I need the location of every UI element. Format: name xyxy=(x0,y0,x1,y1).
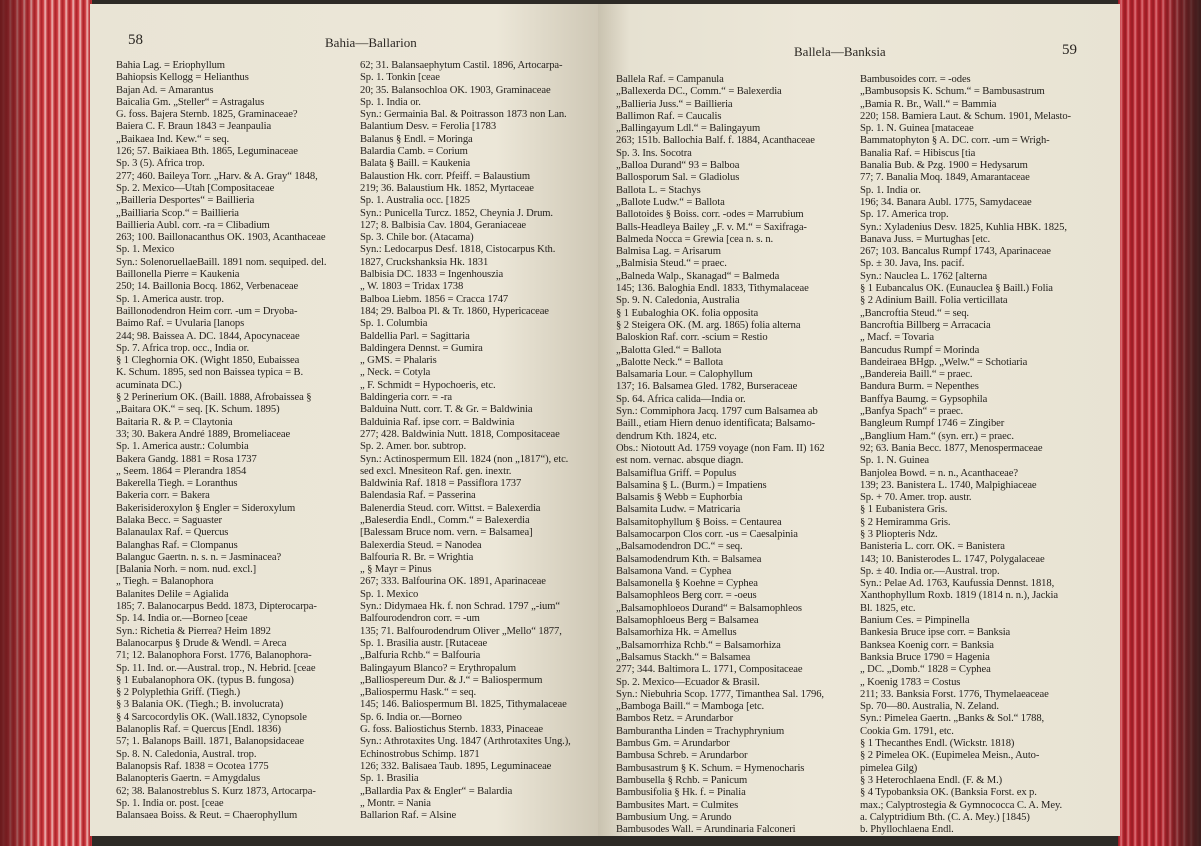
entry-line: 267; 333. Balfourina OK. 1891, Aparinaceae xyxy=(360,576,546,588)
entry-line: „ Seem. 1864 = Plerandra 1854 xyxy=(116,465,247,477)
entry-line: Bambus Gm. = Arundarbor xyxy=(616,738,730,750)
entry-line: Banisteria L. corr. OK. = Banistera xyxy=(860,541,1005,553)
entry-line: Balls-Headleya Bailey „F. v. M.“ = Saxifraga- xyxy=(616,221,807,233)
entry-line: 57; 1. Balanops Baill. 1871, Balanopsidaceae xyxy=(116,736,305,748)
entry-line: 126; 332. Balisaea Taub. 1895, Leguminaceae xyxy=(360,760,552,772)
entry-line: Balata § Baill. = Kaukenia xyxy=(360,158,471,170)
entry-line: Baicalia Gm. „Steller“ = Astragalus xyxy=(116,96,265,108)
entry-line: Balantium Desv. = Ferolia [1783 xyxy=(360,121,497,133)
entry-line: Bangleum Rumpf 1746 = Zingiber xyxy=(860,418,1005,430)
entry-line: „Bailleria Desportes“ = Baillieria xyxy=(116,195,255,207)
entry-line: Bambusites Mart. = Culmites xyxy=(616,799,739,811)
entry-line: 71; 12. Balanophora Forst. 1776, Balanophora- xyxy=(116,650,312,662)
entry-line: Balboa Liebm. 1856 = Cracca 1747 xyxy=(360,293,509,305)
entry-line: Syn.: Xyladenius Desv. 1825, Kuhlia HBK. 1825, xyxy=(860,221,1067,233)
entry-line: Ballota L. = Stachys xyxy=(616,184,701,196)
entry-line: Ballarion Raf. = Alsine xyxy=(360,810,457,822)
entry-line: Sp. 1. Mexico xyxy=(116,244,175,256)
entry-line: „ DC. „Domb.“ 1828 = Cyphea xyxy=(860,664,991,676)
entry-line: „ Montr. = Nania xyxy=(360,797,431,809)
entry-line: Sp. 3 (5). Africa trop. xyxy=(116,158,205,170)
entry-line: b. Phyllochlaena Endl. xyxy=(860,824,954,836)
entry-line: max.; Calyptrostegia & Gymnococca C. A. Mey. xyxy=(860,799,1063,811)
entry-line: 135; 71. Balfourodendrum Oliver „Mello“ 1877, xyxy=(360,625,562,637)
entry-line: Balanghas Raf. = Clompanus xyxy=(116,539,238,551)
entry-line: Ballela Raf. = Campanula xyxy=(616,74,724,85)
entry-line: Bakerisideroxylon § Engler = Sideroxylum xyxy=(116,502,296,514)
column-1 xyxy=(616,74,856,836)
entry-line: Balduina Nutt. corr. T. & Gr. = Baldwinia xyxy=(360,404,533,416)
entry-line: § 2 Steigera OK. (M. arg. 1865) folia alterna xyxy=(616,319,801,331)
entry-line: „Banfya Spach“ = praec. xyxy=(860,406,964,418)
entry-line: Syn.: Pelae Ad. 1763, Kaufussia Dennst. 1818, xyxy=(860,578,1055,590)
entry-line: Bambusoides corr. = -odes xyxy=(860,74,971,85)
entry-line: Sp. 6. India or.—Borneo xyxy=(360,711,462,723)
entry-line: Bambusella § Rchb. = Panicum xyxy=(616,774,748,786)
entry-line: Balenerdia Steud. corr. Wittst. = Balexerdia xyxy=(360,502,541,514)
entry-line: Syn.: Ledocarpus Desf. 1818, Cistocarpus Kth. xyxy=(360,244,556,256)
entry-line: „ W. 1803 = Tridax 1738 xyxy=(360,281,464,293)
entry-line: Balsamis § Webb = Euphorbia xyxy=(616,492,743,504)
entry-line: 267; 103. Bancalus Rumpf 1743, Aparinaceae xyxy=(860,246,1051,258)
entry-line: Sp. 1. Columbia xyxy=(360,318,428,330)
entry-line: „Ballexerda DC., Comm.“ = Balexerdia xyxy=(616,86,782,98)
entry-line: Balanopsis Raf. 1838 = Ocotea 1775 xyxy=(116,760,269,772)
entry-line: Baldingera Dennst. = Gumira xyxy=(360,342,483,354)
entry-line: „Balloa Durand“ 93 = Balboa xyxy=(616,160,740,172)
left-cover-shadow xyxy=(0,0,40,846)
entry-line: Syn.: Nauclea L. 1762 [alterna xyxy=(860,270,988,282)
entry-line: „Balotta Gled.“ = Ballota xyxy=(616,344,722,356)
entry-line: Balanguc Gaertn. n. s. n. = Jasminacea? xyxy=(116,551,282,563)
entry-line: Banksea Koenig corr. = Banksia xyxy=(860,639,994,651)
entry-line: § 1 Eubancalus OK. (Eunauclea § Baill.) Folia xyxy=(860,283,1053,295)
right-page xyxy=(598,4,1120,836)
entry-line: Balsamaria Lour. = Calophyllum xyxy=(616,369,753,381)
entry-line: Balanocarpus § Drude & Wendl. = Areca xyxy=(116,637,287,649)
entry-line: K. Schum. 1895, sed non Baissea typica = B. xyxy=(116,367,304,379)
entry-line: Balanaulax Raf. = Quercus xyxy=(116,527,229,539)
entry-line: „Balsamus Stackh.“ = Balsamea xyxy=(616,651,751,663)
entry-line: Sp. 1. America austr. trop. xyxy=(116,293,224,305)
right-cover-shadow xyxy=(1160,0,1201,846)
entry-line: 20; 35. Balansochloa OK. 1903, Graminaceae xyxy=(360,84,551,96)
entry-line: Bambusa Schreb. = Arundarbor xyxy=(616,750,748,762)
entry-line: Sp. 11. Ind. or.—Austral. trop., N. Hebrid. [ceae xyxy=(116,662,316,674)
entry-line: Sp. 9. N. Caledonia, Australia xyxy=(616,295,740,307)
entry-line: Balduinia Raf. ipse corr. = Baldwinia xyxy=(360,416,515,428)
entry-line: Echinostrobus Schimp. 1871 xyxy=(360,748,480,760)
entry-line: 277; 428. Baldwinia Nutt. 1818, Compositaceae xyxy=(360,428,560,440)
entry-line: Balmeda Nocca = Grewia [cea n. s. n. xyxy=(616,233,774,245)
entry-line: Banava Juss. = Murtughas [etc. xyxy=(860,233,991,245)
entry-line: 220; 158. Bamiera Laut. & Schum. 1901, Melasto- xyxy=(860,110,1071,122)
entry-line: § 1 Thecanthes Endl. (Wickstr. 1818) xyxy=(860,738,1015,750)
entry-line: § 1 Eubaloghia OK. folia opposita xyxy=(616,307,759,319)
entry-line: „Balotte Neck.“ = Ballota xyxy=(616,356,724,368)
entry-line: 277; 344. Baltimora L. 1771, Compositaceae xyxy=(616,664,803,676)
entry-line: Balsamodendrum Kth. = Balsamea xyxy=(616,553,762,565)
entry-line: Sp. 2. Mexico—Utah [Compositaceae xyxy=(116,182,275,194)
entry-line: Balfourodendron corr. = -um xyxy=(360,613,480,625)
entry-line: „Balsamorrhiza Rchb.“ = Balsamorhiza xyxy=(616,639,781,651)
entry-line: Bambusifolia § Hk. f. = Pinalia xyxy=(616,787,746,799)
entry-line: Balendasia Raf. = Passerina xyxy=(360,490,476,502)
entry-line: [Balessam Bruce nom. vern. = Balsamea] xyxy=(360,527,533,539)
entry-line: Balfouria R. Br. = Wrightia xyxy=(360,551,474,563)
entry-line: § 2 Hemiramma Gris. xyxy=(860,516,951,528)
entry-line: Balsamorhiza Hk. = Amellus xyxy=(616,627,737,639)
entry-line: Syn.: Pimelea Gaertn. „Banks & Sol.“ 1788, xyxy=(860,713,1045,725)
entry-line: „ Neck. = Cotyla xyxy=(360,367,431,379)
entry-line: 263; 151b. Ballochia Balf. f. 1884, Acanthaceae xyxy=(616,135,815,147)
entry-line: „Balmisia Steud.“ = praec. xyxy=(616,258,727,270)
entry-line: Bahia Lag. = Eriophyllum xyxy=(116,60,225,71)
entry-line: Syn.: Punicella Turcz. 1852, Cheynia J. Drum. xyxy=(360,207,553,219)
entry-line: Xanthophyllum Roxb. 1819 (1814 n. n.), Jackia xyxy=(860,590,1058,602)
entry-line: sed excl. Mnesiteon Raf. gen. inextr. xyxy=(360,465,512,477)
entry-line: „Ballardia Pax & Engler“ = Balardia xyxy=(360,785,513,797)
entry-line: „Balliospereum Dur. & J.“ = Baliospermum xyxy=(360,674,543,686)
entry-line: Sp. 1. India or. post. [ceae xyxy=(116,797,224,809)
entry-line: Sp. 1. Mexico xyxy=(360,588,419,600)
entry-line: Banalia Bub. & Pzg. 1900 = Hedysarum xyxy=(860,160,1028,172)
entry-line: Bahiopsis Kellogg = Helianthus xyxy=(116,72,249,84)
entry-line: Balsamophleos Berg corr. = -oeus xyxy=(616,590,757,602)
entry-line: „ F. Schmidt = Hypochoeris, etc. xyxy=(360,379,496,391)
entry-line: 1827, Cruckshanksia Hk. 1831 xyxy=(360,256,489,268)
entry-line: Sp. 1. N. Guinea [mataceae xyxy=(860,123,974,135)
entry-line: 137; 16. Balsamea Gled. 1782, Burseraceae xyxy=(616,381,798,393)
entry-line: § 1 Eubanistera Gris. xyxy=(860,504,948,516)
entry-line: Sp. 1. America austr.: Columbia xyxy=(116,441,249,453)
entry-line: Baitaria R. & P. = Claytonia xyxy=(116,416,233,428)
entry-line: „ Tiegh. = Balanophora xyxy=(116,576,214,588)
entry-line: „Balneda Walp., Skanagad“ = Balmeda xyxy=(616,270,780,282)
entry-line: Sp. ± 40. India or.—Austral. trop. xyxy=(860,565,1000,577)
entry-line: Sp. 64. Africa calida—India or. xyxy=(616,393,746,405)
entry-line: Ballimon Raf. = Caucalis xyxy=(616,110,722,122)
entry-line: Baldellia Parl. = Sagittaria xyxy=(360,330,470,342)
entry-line: Syn.: Richetia & Pierrea? Heim 1892 xyxy=(116,625,271,637)
entry-line: Bancudus Rumpf = Morinda xyxy=(860,344,980,356)
entry-line: Bambusium Ung. = Arundo xyxy=(616,811,732,823)
entry-line: Bakera Gandg. 1881 = Rosa 1737 xyxy=(116,453,257,465)
entry-line: Baldwinia Raf. 1818 = Passiflora 1737 xyxy=(360,478,522,490)
entry-line: 92; 63. Bania Becc. 1877, Menospermaceae xyxy=(860,442,1043,454)
entry-line: Balanus § Endl. = Moringa xyxy=(360,133,473,145)
column-2 xyxy=(360,60,596,822)
entry-line: 277; 460. Baileya Torr. „Harv. & A. Gray“ 1848, xyxy=(116,170,318,182)
entry-line: Cookia Gm. 1791, etc. xyxy=(860,725,954,737)
entry-line: 185; 7. Balanocarpus Bedd. 1873, Dipterocarpa- xyxy=(116,601,317,613)
entry-line: Syn.: Athrotaxites Ung. 1847 (Arthrotaxites Ung.), xyxy=(360,736,571,748)
entry-line: „ Koenig 1783 = Costus xyxy=(860,676,961,688)
entry-line: est nom. vernac. absque diagn. xyxy=(616,455,744,467)
entry-line: 127; 8. Balbisia Cav. 1804, Geraniaceae xyxy=(360,219,527,231)
entry-line: Balsamocarpon Clos corr. -us = Caesalpinia xyxy=(616,528,798,540)
entry-line: § 2 Perinerium OK. (Baill. 1888, Afrobaissea § xyxy=(116,392,312,404)
entry-line: Sp. 3. Chile bor. (Atacama) xyxy=(360,232,474,244)
entry-line: „Baliospermu Hask.“ = seq. xyxy=(360,687,477,699)
entry-line: „Balfuria Rchb.“ = Balfouria xyxy=(360,650,481,662)
entry-line: „Baikaea Ind. Kew.“ = seq. xyxy=(116,133,229,145)
entry-line: a. Calyptridium Bth. (C. A. Mey.) [1845) xyxy=(860,811,1030,823)
entry-line: „Bamboga Baill.“ = Mamboga [etc. xyxy=(616,701,765,713)
entry-line: Sp. 17. America trop. xyxy=(860,209,949,221)
entry-line: dendrum Kth. 1824, etc. xyxy=(616,430,717,442)
entry-line: G. foss. Bajera Sternb. 1825, Graminaceae? xyxy=(116,109,298,121)
entry-line: Bakerella Tiegh. = Loranthus xyxy=(116,478,238,490)
entry-line: § 3 Balania OK. (Tiegh.; B. involucrata) xyxy=(116,699,284,711)
entry-line: 126; 57. Baikiaea Bth. 1865, Leguminaceae xyxy=(116,146,298,158)
entry-line: Balaka Becc. = Saguaster xyxy=(116,514,222,526)
entry-line: § 3 Pliopteris Ndz. xyxy=(860,528,938,540)
entry-line: § 2 Adinium Baill. Folia verticillata xyxy=(860,295,1008,307)
entry-line: Balexerdia Steud. = Nanodea xyxy=(360,539,482,551)
entry-line: Bambos Retz. = Arundarbor xyxy=(616,713,734,725)
entry-line: „Ballieria Juss.“ = Baillieria xyxy=(616,98,733,110)
entry-line: Balansaea Boiss. & Reut. = Chaerophyllum xyxy=(116,810,298,822)
entry-line: Syn.: Germainia Bal. & Poitrasson 1873 non Lan. xyxy=(360,109,567,121)
entry-line: Balaustion Hk. corr. Pfeiff. = Balaustium xyxy=(360,170,530,182)
entry-line: pimelea Gilg) xyxy=(860,762,918,774)
entry-line: Bambusastrum § K. Schum. = Hymenocharis xyxy=(616,762,805,774)
entry-line: Syn.: Actinospermum Ell. 1824 (non „1817“), etc. xyxy=(360,453,569,465)
entry-line: 184; 29. Balboa Pl. & Tr. 1860, Hypericaceae xyxy=(360,305,549,317)
entry-line: 145; 146. Baliospermum Bl. 1825, Tithymalaceae xyxy=(360,699,567,711)
entry-line: 219; 36. Balaustium Hk. 1852, Myrtaceae xyxy=(360,182,534,194)
entry-line: „Ballote Ludw.“ = Ballota xyxy=(616,196,725,208)
entry-line: Ballotoides § Boiss. corr. -odes = Marrubium xyxy=(616,209,804,221)
entry-line: Banalia Raf. = Hibiscus [tia xyxy=(860,147,976,159)
entry-line: Balardia Camb. = Corium xyxy=(360,146,468,158)
entry-line: [Balania Norh. = nom. nud. excl.] xyxy=(116,564,257,576)
entry-line: Sp. 1. Australia occ. [1825 xyxy=(360,195,470,207)
entry-line: Balbisia DC. 1833 = Ingenhouszia xyxy=(360,269,504,281)
entry-line: „Baitara OK.“ = seq. [K. Schum. 1895) xyxy=(116,404,280,416)
entry-line: Baillonella Pierre = Kaukenia xyxy=(116,269,240,281)
running-head: Bahia—Ballarion xyxy=(325,35,417,50)
entry-line: Sp. 7. Africa trop. occ., India or. xyxy=(116,342,250,354)
entry-line: G. foss. Baliostichus Sternb. 1833, Pinaceae xyxy=(360,724,544,736)
entry-line: Sp. + 70. Amer. trop. austr. xyxy=(860,492,972,504)
entry-line: § 1 Cleghornia OK. (Wight 1850, Eubaissea xyxy=(116,355,300,367)
entry-line: Sp. 1. Brasilia austr. [Rutaceae xyxy=(360,637,488,649)
page-number: 59 xyxy=(1062,42,1077,58)
entry-line: § 2 Polyplethia Griff. (Tiegh.) xyxy=(116,687,241,699)
entry-line: Baloskion Raf. corr. -scium = Restio xyxy=(616,332,768,344)
column-1 xyxy=(116,60,356,822)
entry-line: Bl. 1825, etc. xyxy=(860,602,916,614)
entry-line: „ § Mayr = Pinus xyxy=(360,564,432,576)
page-number: 58 xyxy=(128,32,143,48)
column-2 xyxy=(860,74,1100,836)
entry-line: „Bailliaria Scop.“ = Baillieria xyxy=(116,207,239,219)
entry-line: Banium Ces. = Pimpinella xyxy=(860,615,970,627)
entry-line: Obs.: Niotoutt Ad. 1759 voyage (non Fam. II) 162 xyxy=(616,442,825,454)
entry-line: 244; 98. Baissea A. DC. 1844, Apocynaceae xyxy=(116,330,300,342)
entry-line: Sp. 3. Ins. Socotra xyxy=(616,147,692,159)
entry-line: Baill., etiam Hiern denuo identificata; Balsamo- xyxy=(616,418,816,430)
entry-line: Sp. 1. N. Guinea xyxy=(860,455,930,467)
entry-line: Balsamonella § Koehne = Cyphea xyxy=(616,578,758,590)
entry-line: 196; 34. Banara Aubl. 1775, Samydaceae xyxy=(860,196,1032,208)
entry-line: Sp. 1. Brasilia xyxy=(360,773,419,785)
entry-line: Balsamophloeus Berg = Balsamea xyxy=(616,615,759,627)
entry-line: Banffya Baumg. = Gypsophila xyxy=(860,393,988,405)
entry-line: § 2 Pimelea OK. (Eupimelea Meisn., Auto- xyxy=(860,750,1040,762)
entry-line: Banksia Bruce 1790 = Hagenia xyxy=(860,651,990,663)
entry-line: Balsamiflua Griff. = Populus xyxy=(616,467,737,479)
entry-line: 211; 33. Banksia Forst. 1776, Thymelaeaceae xyxy=(860,688,1049,700)
entry-line: Bamburantha Linden = Trachyphrynium xyxy=(616,725,785,737)
entry-line: 145; 136. Baloghia Endl. 1833, Tithymalaceae xyxy=(616,283,809,295)
entry-line: Bandura Burm. = Nepenthes xyxy=(860,381,979,393)
entry-line: Bankesia Bruce ipse corr. = Banksia xyxy=(860,627,1011,639)
entry-line: „Baleserdia Endl., Comm.“ = Balexerdia xyxy=(360,514,530,526)
entry-line: 139; 23. Banistera L. 1740, Malpighiaceae xyxy=(860,479,1037,491)
entry-line: 250; 14. Baillonia Bocq. 1862, Verbenaceae xyxy=(116,281,299,293)
entry-line: „Bamia R. Br., Wall.“ = Bammia xyxy=(860,98,997,110)
entry-line: Balanites Delile = Agialida xyxy=(116,588,229,600)
entry-line: „Balsamophloeos Durand“ = Balsamophleos xyxy=(616,602,802,614)
entry-line: 143; 10. Banisterodes L. 1747, Polygalaceae xyxy=(860,553,1045,565)
entry-line: „Ballingayum Ldl.“ = Balingayum xyxy=(616,123,761,135)
entry-line: Baillonodendron Heim corr. -um = Dryoba- xyxy=(116,305,298,317)
entry-line: Baillieria Aubl. corr. -ra = Clibadium xyxy=(116,219,270,231)
entry-line: Banjolea Bowd. = n. n., Acanthaceae? xyxy=(860,467,1018,479)
entry-line: Balsamitophyllum § Boiss. = Centaurea xyxy=(616,516,782,528)
entry-line: „ Macf. = Tovaria xyxy=(860,332,934,344)
entry-line: Bajan Ad. = Amarantus xyxy=(116,84,214,96)
entry-line: „Banglium Ham.“ (syn. err.) = praec. xyxy=(860,430,1014,442)
entry-line: Balingayum Blanco? = Erythropalum xyxy=(360,662,516,674)
entry-line: „Bandereia Baill.“ = praec. xyxy=(860,369,973,381)
entry-line: Bancroftia Billberg = Arracacia xyxy=(860,319,991,331)
entry-line: Balanopteris Gaertn. = Amygdalus xyxy=(116,773,260,785)
entry-line: § 1 Eubalanophora OK. (typus B. fungosa) xyxy=(116,674,294,686)
entry-line: Sp. 2. Amer. bor. subtrop. xyxy=(360,441,466,453)
entry-line: Baldingeria corr. = -ra xyxy=(360,392,452,404)
entry-line: Baiera C. F. Braun 1843 = Jeanpaulia xyxy=(116,121,272,133)
entry-line: Sp. 2. Mexico—Ecuador & Brasil. xyxy=(616,676,760,688)
entry-line: Sp. 14. India or.—Borneo [ceae xyxy=(116,613,248,625)
entry-line: 77; 7. Banalia Moq. 1849, Amarantaceae xyxy=(860,172,1030,184)
entry-line: Sp. 1. India or. xyxy=(860,184,921,196)
entry-line: Ballosporum Sal. = Gladiolus xyxy=(616,172,740,184)
entry-line: 263; 100. Baillonacanthus OK. 1903, Acanthaceae xyxy=(116,232,326,244)
entry-line: Balsamita Ludw. = Matricaria xyxy=(616,504,741,516)
entry-line: Balanoplis Raf. = Quercus [Endl. 1836) xyxy=(116,724,281,736)
entry-line: Sp. ± 30. Java, Ins. pacif. xyxy=(860,258,965,270)
entry-line: Balsamona Vand. = Cyphea xyxy=(616,565,732,577)
entry-line: 62; 31. Balansaephytum Castil. 1896, Artocarpa- xyxy=(360,60,563,71)
entry-line: Syn.: SolenoruellaeBaill. 1891 nom. sequiped. del. xyxy=(116,256,327,268)
left-page xyxy=(90,4,598,836)
entry-line: Bambusodes Wall. = Arundinaria Falconeri xyxy=(616,824,796,836)
entry-line: Bandeiraea BHgp. „Welw.“ = Schotiaria xyxy=(860,356,1028,368)
entry-line: Baimo Raf. = Uvularia [lanops xyxy=(116,318,245,330)
entry-line: Sp. 8. N. Caledonia, Austral. trop. xyxy=(116,748,257,760)
entry-line: Sp. 1. Tonkin [ceae xyxy=(360,72,440,84)
entry-line: Balsamina § L. (Burm.) = Impatiens xyxy=(616,479,767,491)
entry-line: Balmisa Lag. = Arisarum xyxy=(616,246,721,258)
entry-line: „Balsamodendron DC.“ = seq. xyxy=(616,541,743,553)
entry-line: 33; 30. Bakera André 1889, Bromeliaceae xyxy=(116,428,291,440)
entry-line: acuminata DC.) xyxy=(116,379,182,391)
entry-line: 62; 38. Balanostreblus S. Kurz 1873, Artocarpa- xyxy=(116,785,316,797)
entry-line: Syn.: Commiphora Jacq. 1797 cum Balsamea ab xyxy=(616,406,818,418)
entry-line: Bammatophyton § A. DC. corr. -um = Wrigh- xyxy=(860,135,1050,147)
entry-line: § 4 Typobanksia OK. (Banksia Forst. ex p. xyxy=(860,787,1037,799)
entry-line: Sp. 70—80. Australia, N. Zeland. xyxy=(860,701,999,713)
entry-line: § 3 Heterochlaena Endl. (F. & M.) xyxy=(860,774,1003,786)
entry-line: „Bancroftia Steud.“ = seq. xyxy=(860,307,969,319)
entry-line: „Bambusopsis K. Schum.“ = Bambusastrum xyxy=(860,86,1045,98)
running-head: Ballela—Banksia xyxy=(794,44,886,59)
entry-line: „ GMS. = Phalaris xyxy=(360,355,437,367)
entry-line: Syn.: Niebuhria Scop. 1777, Timanthea Sal. 1796, xyxy=(616,688,824,700)
entry-line: § 4 Sarcocordylis OK. (Wall.1832, Cynopsole xyxy=(116,711,307,723)
entry-line: Bakeria corr. = Bakera xyxy=(116,490,210,502)
entry-line: Sp. 1. India or. xyxy=(360,96,421,108)
entry-line: Syn.: Didymaea Hk. f. non Schrad. 1797 „-ium“ xyxy=(360,601,560,613)
